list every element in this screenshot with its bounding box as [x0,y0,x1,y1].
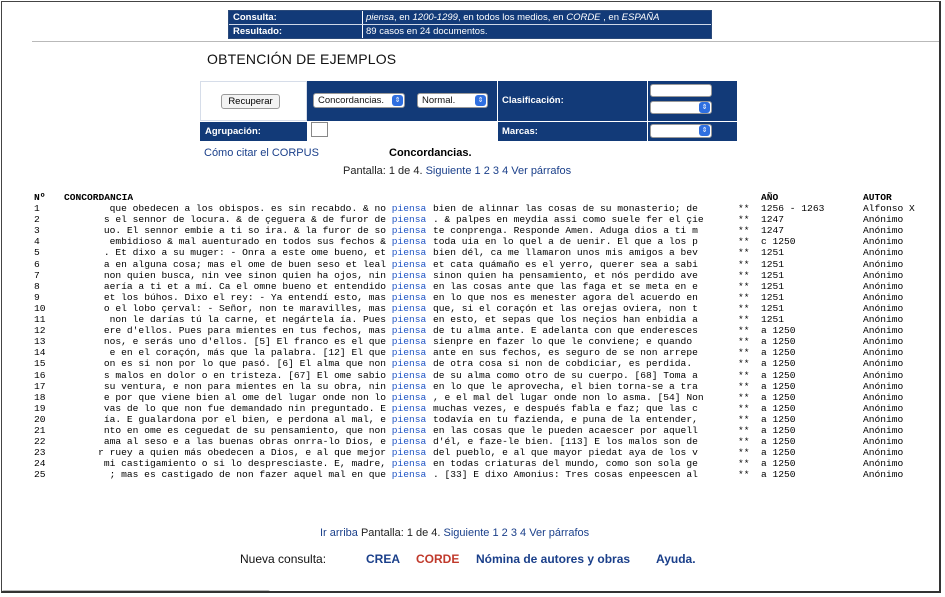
year: a 1250 [761,358,796,370]
consulta-years: 1200-1299 [412,12,458,23]
right-context: bien de alinnar las cosas de su monasterio; de [433,203,698,215]
right-context: , e el mal del lugar onde non lo asma. [54] Non [433,391,704,403]
left-context: s el sennor de locura. & de çeguera & de furor de [103,214,386,226]
pager-page-4[interactable]: 4 [520,527,527,539]
year: a 1250 [761,369,796,381]
left-context: mi castigamiento o si lo despresciaste. E, madre, [103,458,386,470]
keyword[interactable]: piensa [391,269,427,281]
consulta-sep2: , en [600,12,622,23]
pager-prefix: Pantalla: 1 de 4. [360,527,444,539]
row-number: 5 [34,247,40,259]
agrupacion-label: Agrupación: [205,126,261,137]
keyword[interactable]: piensa [391,280,427,292]
table-row [34,259,934,270]
author: Anónimo [863,413,904,425]
year: c 1250 [761,236,796,248]
pager-page-1[interactable]: 1 [492,527,499,539]
row-number: 15 [34,358,46,370]
table-row [34,214,934,225]
left-context: non quien busca, nin vee sinon quien ha ojos, nin [103,269,386,281]
year: a 1250 [761,336,796,348]
chevron-updown-icon: ⇕ [475,95,486,106]
keyword[interactable]: piensa [391,402,427,414]
marcas-select[interactable] [650,124,712,138]
year: 1247 [761,225,785,237]
mark: ** [738,358,750,370]
author: Anónimo [863,314,904,326]
crea-link[interactable]: CREA [366,552,401,566]
left-context: s malos en dolor o en tristeza. [67] El ome sabio [103,369,386,381]
mark: ** [738,247,750,259]
author: Anónimo [863,225,904,237]
pager-page-1[interactable]: 1 [474,165,481,177]
left-context: e por que viene bien al ome del lugar onde non lo [103,391,386,403]
mark: ** [738,369,750,381]
row-number: 17 [34,380,46,392]
year: a 1250 [761,458,796,470]
mark: ** [738,302,750,314]
left-context: . Et dixo a su muger: - Onra a este ome bueno, et [103,247,386,259]
normal-select-value: Normal. [422,95,456,106]
table-row [34,314,934,325]
row-number: 14 [34,347,46,359]
year: 1256 - 1263 [761,203,825,215]
ayuda-link[interactable]: Ayuda. [656,552,696,566]
right-context: et cata quámaño es el yerro, querer sea a sabi [433,258,698,270]
right-context: de su alma como otro de su cuerpo. [68] Toma a [433,369,698,381]
left-context: que obedecen a los obispos. es sin recabdo. & no [109,203,386,215]
chevron-updown-icon: ⇕ [699,125,710,136]
right-context: que, si el coraçón et las orejas oviera, non t [433,302,698,314]
new-query-label: Nueva consulta: [240,552,327,566]
keyword[interactable]: piensa [391,236,427,248]
keyword[interactable]: piensa [391,291,427,303]
row-number: 4 [34,236,40,248]
row-number: 12 [34,325,46,337]
row-number: 23 [34,447,46,459]
mark: ** [738,269,750,281]
mark: ** [738,380,750,392]
row-number: 18 [34,391,46,403]
keyword[interactable]: piensa [391,447,427,459]
mark: ** [738,203,750,215]
left-context: a en alguna cosa; mas el ome de buen seso et leal [103,258,386,270]
year: a 1250 [761,402,796,414]
year: a 1250 [761,469,796,481]
year: 1251 [761,280,785,292]
author: Anónimo [863,214,904,226]
author: Anónimo [863,402,904,414]
year: a 1250 [761,447,796,459]
year: a 1250 [761,436,796,448]
table-body [34,203,934,480]
author: Anónimo [863,302,904,314]
corde-link[interactable]: CORDE [416,552,460,566]
mark: ** [738,214,750,226]
right-context: de otra cosa si non de cobdiciar, es perdida. [433,358,693,370]
mark: ** [738,291,750,303]
pager-paragraphs-link[interactable]: Ver párrafos [529,527,590,539]
right-context: del pueblo, e al que mayor piedat aya de los v [433,447,698,459]
table-row [34,270,934,281]
right-context: . & palpes en meydia assi como suele fer el çie [433,214,704,226]
table-row [34,381,934,392]
concordancias-heading: Concordancias. [389,147,472,159]
consulta-corpus: CORDE [566,12,601,23]
left-context: o el lobo çerval: - Señor, non te maravilles, mas [103,302,386,314]
table-row [34,225,934,236]
table-row [34,303,934,314]
author: Anónimo [863,336,904,348]
keyword[interactable]: piensa [391,424,427,436]
keyword[interactable]: piensa [391,302,427,314]
year: a 1250 [761,325,796,337]
consulta-mid: , en todos los medios, en [457,12,567,23]
right-context: bien dél, ca me llamaron unos mis amigos a bev [433,247,698,259]
mark: ** [738,236,750,248]
keyword[interactable]: piensa [391,247,427,259]
row-number: 22 [34,436,46,448]
consulta-value [362,11,711,24]
mark: ** [738,402,750,414]
row-number: 8 [34,280,40,292]
row-number: 9 [34,291,40,303]
author: Anónimo [863,380,904,392]
nomina-link[interactable]: Nómina de autores y obras [476,552,631,566]
keyword[interactable]: piensa [391,391,427,403]
right-context: en las cosas que le pueden acaescer por aquell [433,424,698,436]
author: Anónimo [863,291,904,303]
year: 1251 [761,247,785,259]
query-summary [228,10,712,39]
clasificacion-select-1[interactable] [650,84,712,97]
right-context: en lo que nos es menester agora del acuerdo en [433,291,698,303]
right-context: en todas criaturas del mundo, como son sola ge [433,458,698,470]
mark: ** [738,413,750,425]
resultado-label: Resultado: [229,25,362,38]
col-header-concordancia: CONCORDANCIA [64,192,134,203]
right-context: ante en sus fechos, es seguro de se non arrepe [433,347,698,359]
col-header-author: AUTOR [863,192,892,203]
row-number: 11 [34,314,46,326]
mark: ** [738,424,750,436]
pager-prefix: Pantalla: 1 de 4. [343,165,426,177]
mark: ** [738,258,750,270]
table-row [34,247,934,258]
row-number: 3 [34,225,40,237]
row-number: 21 [34,424,46,436]
author: Anónimo [863,469,904,481]
pager-next-link[interactable]: Siguiente [443,527,490,539]
consulta-row [229,11,711,25]
keyword[interactable]: piensa [391,436,427,448]
results-table [34,192,934,480]
table-row [34,447,934,458]
row-number: 13 [34,336,46,348]
row-number: 19 [34,402,46,414]
ir-arriba-link[interactable]: Ir arriba [320,527,358,539]
author: Anónimo [863,447,904,459]
table-row [34,392,934,403]
mark: ** [738,347,750,359]
right-context: todavía en tu fazienda, e puna de la entender, [433,413,698,425]
agrupacion-select[interactable] [311,122,328,137]
mark: ** [738,436,750,448]
left-context: su ventura, e non para mientes en la su obra, nin [103,380,386,392]
col-header-year: AÑO [761,192,779,203]
right-context: en lo que le aprovecha, el bien torna-se a tra [433,380,698,392]
table-row [34,436,934,447]
keyword[interactable]: piensa [391,369,427,381]
year: 1251 [761,258,785,270]
keyword[interactable]: piensa [391,347,427,359]
clasificacion-label: Clasificación: [502,95,564,106]
pager-next-link[interactable]: Siguiente [425,165,472,177]
mark: ** [738,447,750,459]
year: 1251 [761,302,785,314]
keyword[interactable]: piensa [391,325,427,337]
row-number: 10 [34,302,46,314]
keyword[interactable]: piensa [391,203,427,215]
author: Anónimo [863,436,904,448]
left-context: non le darías tú la carne, et negártela ía. Pues [109,314,386,326]
chevron-updown-icon: ⇕ [392,95,403,106]
consulta-label: Consulta: [229,11,362,24]
table-row [34,347,934,358]
author: Anónimo [863,258,904,270]
consulta-country: ESPAÑA [621,12,660,23]
row-number: 6 [34,258,40,270]
table-row [34,236,934,247]
left-context: r ruey a quien más obedecen a Dios, e al que mejor [98,447,386,459]
mark: ** [738,325,750,337]
page-title: OBTENCIÓN DE EJEMPLOS [207,51,397,67]
row-number: 24 [34,458,46,470]
author: Anónimo [863,391,904,403]
pager-bottom [320,527,589,539]
pager-page-2[interactable]: 2 [501,527,508,539]
mark: ** [738,280,750,292]
left-context: nto en ome es ceguedat de su pensamiento, que non [103,424,386,436]
author: Anónimo [863,369,904,381]
left-context: vas de lo que non fue demandado nin preguntado. E [103,402,386,414]
right-context: te conprenga. Responde Amen. Aduga dios a ti m [433,225,698,237]
right-context: . [33] E dixo Amonius: Tres cosas enpeescen al [433,469,698,481]
row-number: 16 [34,369,46,381]
mark: ** [738,225,750,237]
divider [32,41,941,42]
mark: ** [738,458,750,470]
author: Anónimo [863,247,904,259]
col-header-num: Nº [34,192,46,203]
right-context: en las cosas ante que las faga et se meta en e [433,280,698,292]
pager-top [343,165,571,177]
consulta-sep1: , en [394,12,413,23]
author: Anónimo [863,347,904,359]
table-row [34,336,934,347]
keyword[interactable]: piensa [391,458,427,470]
year: 1247 [761,214,785,226]
cite-corpus-link[interactable]: Cómo citar el CORPUS [204,147,319,159]
query-form [200,81,737,141]
left-context: e en el coraçón, más que la palabra. [12] El que [109,347,386,359]
keyword[interactable]: piensa [391,314,427,326]
table-header [34,192,934,203]
table-row [34,403,934,414]
author: Anónimo [863,424,904,436]
year: 1251 [761,291,785,303]
left-context: aería a ti et a mí. Ca el omne bueno et entendido [103,280,386,292]
table-row [34,292,934,303]
right-context: sinon quien ha pensamiento, et nós perdido ave [433,269,698,281]
row-number: 20 [34,413,46,425]
left-context: nos, e serás uno d'ellos. [5] El franco es el que [103,336,386,348]
table-row [34,281,934,292]
author: Anónimo [863,458,904,470]
year: 1251 [761,269,785,281]
year: a 1250 [761,424,796,436]
pager-page-3[interactable]: 3 [510,527,517,539]
row-number: 7 [34,269,40,281]
keyword[interactable]: piensa [391,380,427,392]
author: Anónimo [863,236,904,248]
pager-page-2[interactable]: 2 [483,165,490,177]
row-number: 1 [34,203,40,215]
left-context: uo. El sennor embie a ti so ira. & la furor de so [103,225,386,237]
chevron-updown-icon: ⇕ [699,102,710,113]
pager-paragraphs-link[interactable]: Ver párrafos [511,165,572,177]
keyword[interactable]: piensa [391,358,427,370]
left-context: embidioso & mal auenturado en todos sus fechos & [109,236,386,248]
left-context: ; mas es castigado de non fazer aquel mal en que [109,469,386,481]
table-row [34,358,934,369]
year: a 1250 [761,391,796,403]
right-context: d'él, e faze-le bien. [113] E los malos son de [433,436,698,448]
keyword[interactable]: piensa [391,413,427,425]
year: a 1250 [761,380,796,392]
browser-frame [1,1,941,593]
table-row [34,370,934,381]
pager-page-3[interactable]: 3 [492,165,499,177]
right-context: de tu alma ante. E adelanta con que enderesces [433,325,698,337]
marcas-label: Marcas: [502,126,538,137]
keyword[interactable]: piensa [391,336,427,348]
right-context: en esto, et sepas que los neçios han enbidia a [433,314,698,326]
author: Anónimo [863,358,904,370]
keyword[interactable]: piensa [391,258,427,270]
left-context: ía. E gualardona por el bien, e perdona al mal, e [103,413,386,425]
right-context: sienpre en fazer lo que le conviene; e quando [433,336,693,348]
consulta-term: piensa [366,12,394,23]
normal-select[interactable] [417,93,488,108]
table-row [34,203,934,214]
author: Anónimo [863,325,904,337]
table-row [34,425,934,436]
author: Alfonso X [863,203,915,215]
pager-page-4[interactable]: 4 [502,165,509,177]
left-context: on es si non por lo que pasó. [6] El alma que non [103,358,386,370]
author: Anónimo [863,269,904,281]
recuperar-button[interactable]: Recuperar [221,94,280,109]
clasificacion-select-2[interactable] [650,101,712,114]
mark: ** [738,314,750,326]
table-row [34,458,934,469]
keyword[interactable]: piensa [391,469,427,481]
year: a 1250 [761,413,796,425]
left-context: et los búhos. Dixo el rey: - Ya entendí esto, mas [103,291,386,303]
author: Anónimo [863,280,904,292]
row-number: 2 [34,214,40,226]
concordancias-select[interactable] [313,93,405,108]
keyword[interactable]: piensa [391,225,427,237]
table-row [34,414,934,425]
row-number: 25 [34,469,46,481]
concordancias-select-value: Concordancias. [318,95,385,106]
mark: ** [738,391,750,403]
mark: ** [738,469,750,481]
year: 1251 [761,314,785,326]
year: a 1250 [761,347,796,359]
right-context: muchas vezes, e después fabla e faz; que las c [433,402,698,414]
right-context: toda uia en lo quel a de uenir. El que a los p [433,236,698,248]
resultado-value: 89 casos en 24 documentos. [362,25,711,38]
table-row [34,469,934,480]
resultado-row [229,25,711,38]
left-context: ere d'ellos. Pues para mientes en tus fechos, mas [103,325,386,337]
left-context: ama al seso e a las buenas obras onrra-lo Dios, e [103,436,386,448]
keyword[interactable]: piensa [391,214,427,226]
table-row [34,325,934,336]
horizontal-scrollbar[interactable] [2,590,270,593]
mark: ** [738,336,750,348]
